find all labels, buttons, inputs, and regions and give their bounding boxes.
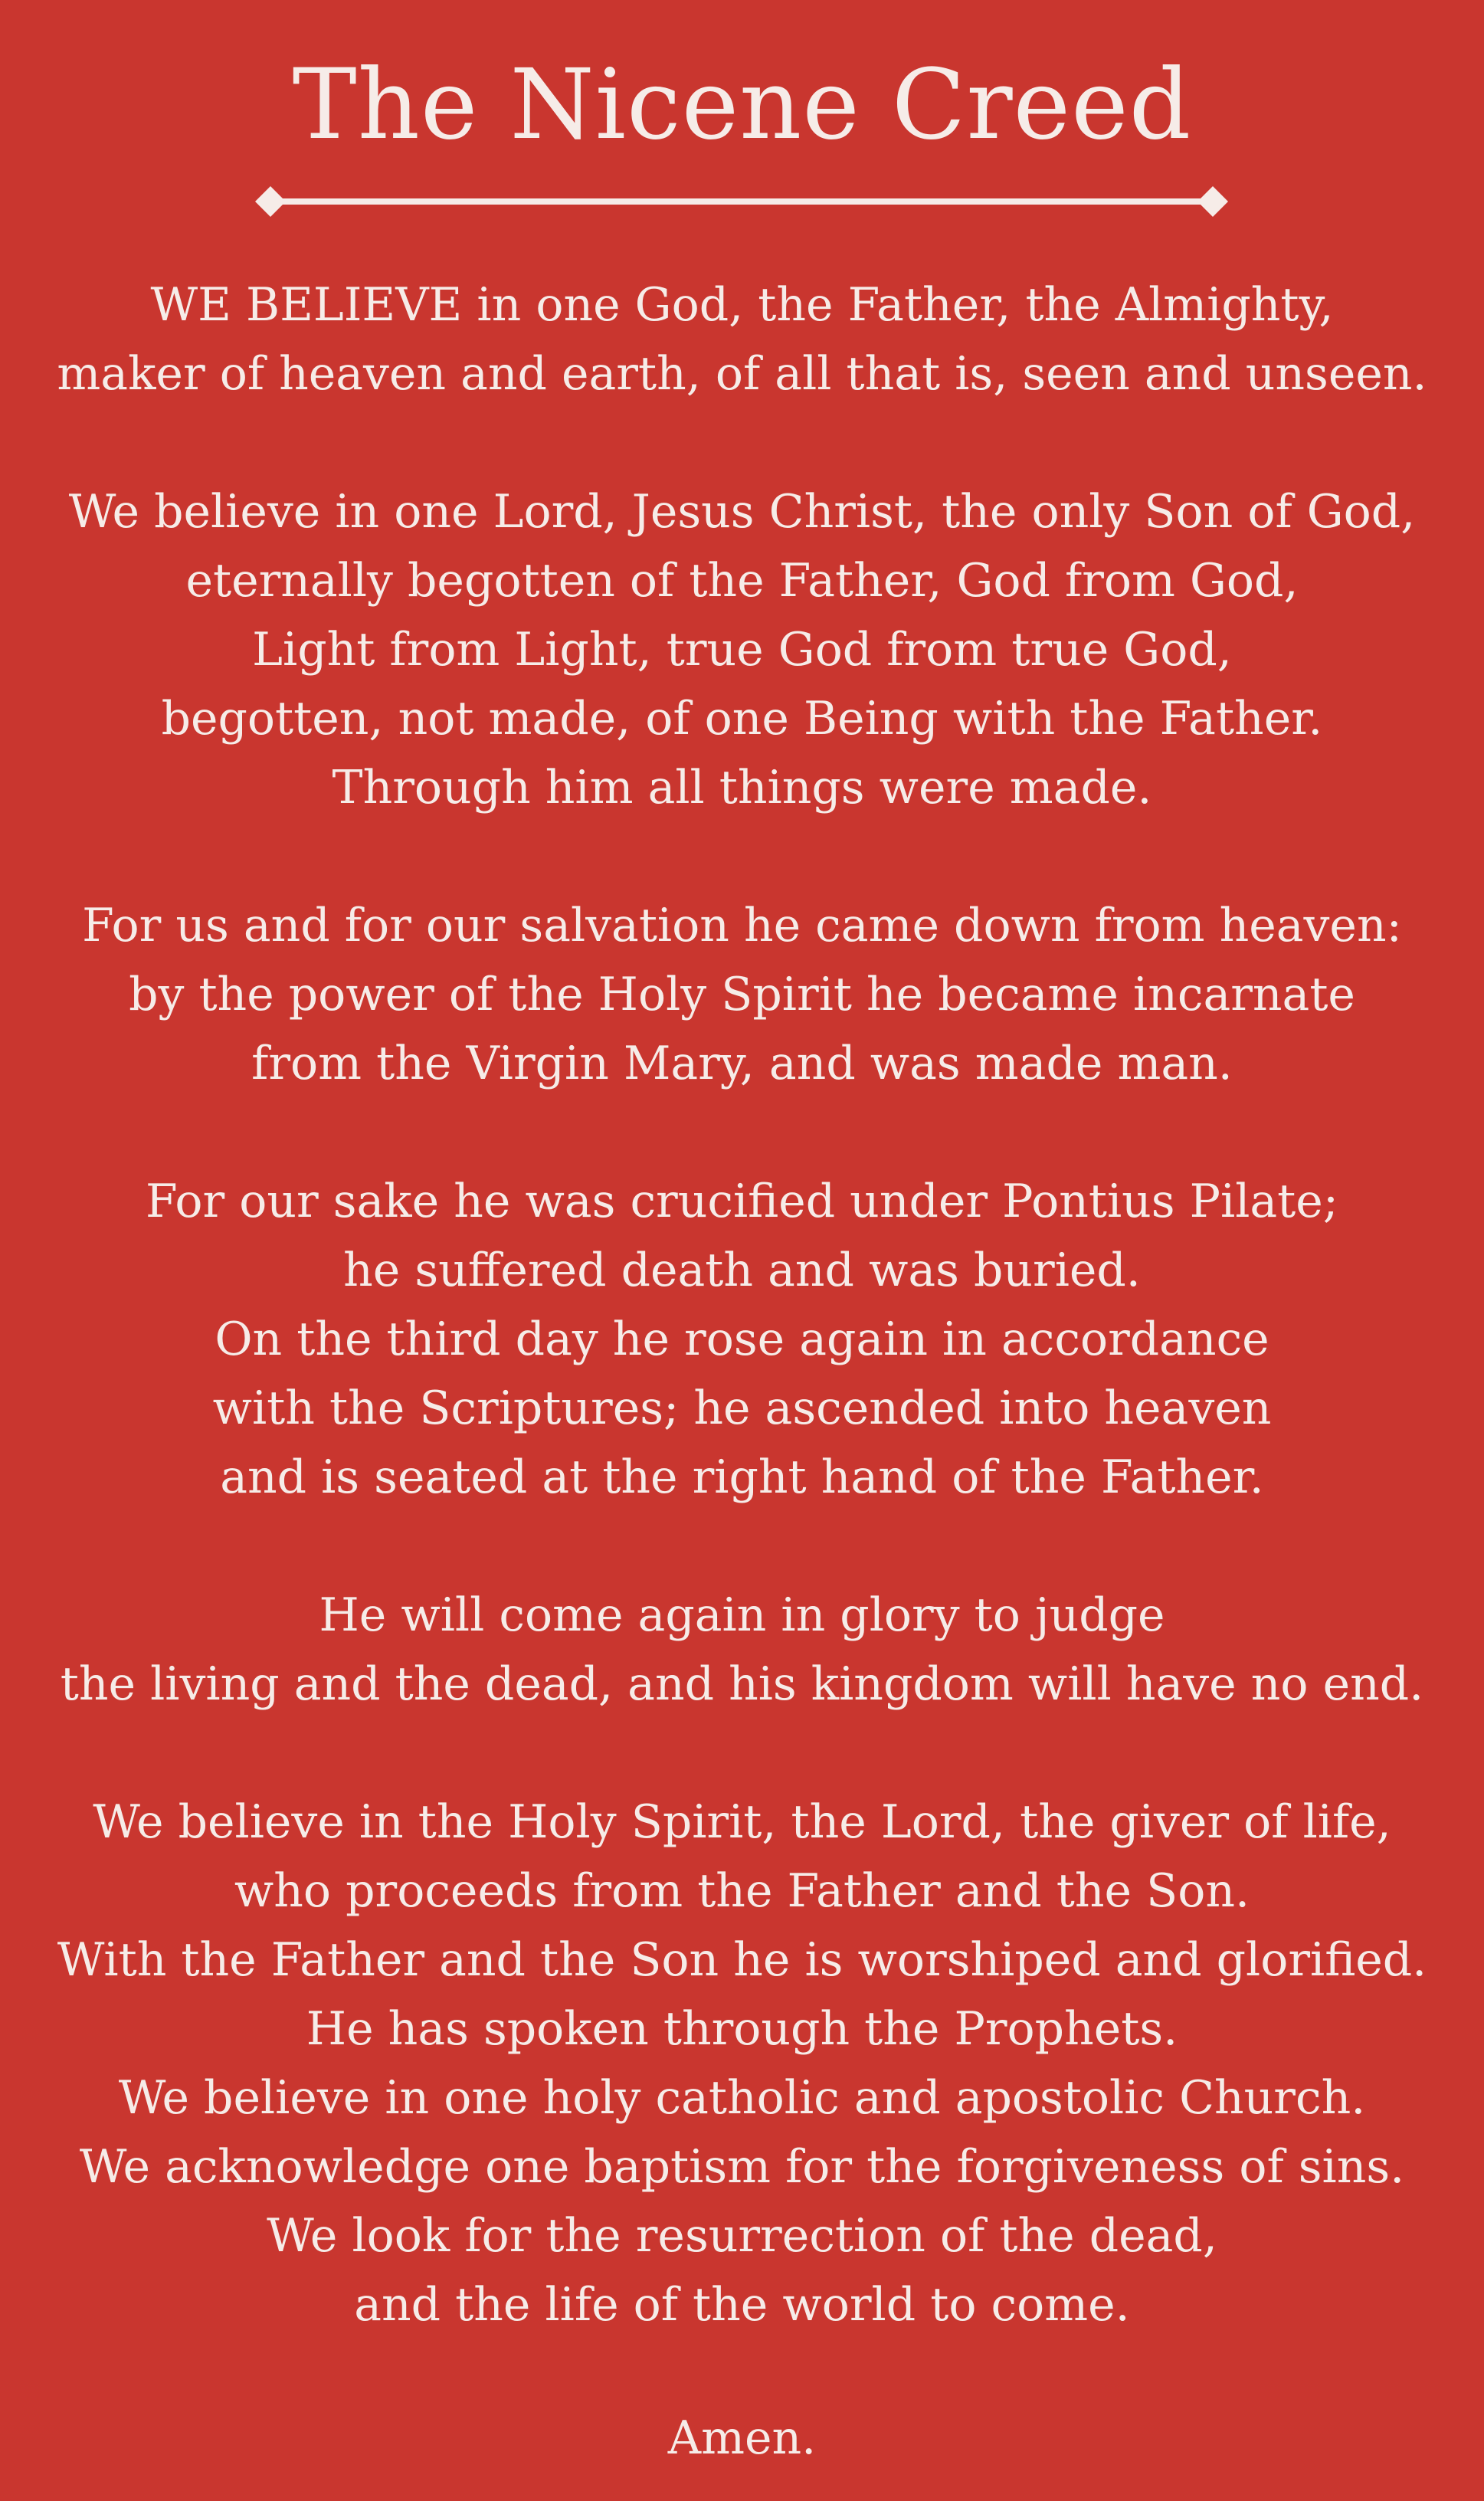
creed-line: eternally begotten of the Father, God from God, xyxy=(185,554,1299,608)
stanza-jesus-christ xyxy=(0,477,1484,822)
creed-line: He has spoken through the Prophets. xyxy=(306,2002,1178,2056)
creed-line: and is seated at the right hand of the Father. xyxy=(220,1450,1264,1504)
stanza-spacer xyxy=(0,1098,1484,1167)
stanza-judgment xyxy=(0,1581,1484,1719)
stanza-holy-spirit xyxy=(0,1788,1484,2339)
creed-line: from the Virgin Mary, and was made man. xyxy=(251,1037,1233,1090)
creed-line: He will come again in glory to judge xyxy=(319,1588,1165,1642)
creed-line: Light from Light, true God from true God, xyxy=(252,623,1232,677)
creed-line: the living and the dead, and his kingdom will have no end. xyxy=(60,1657,1424,1711)
creed-line: For our sake he was crucified under Pontius Pilate; xyxy=(145,1175,1338,1228)
creed-line: and the life of the world to come. xyxy=(354,2278,1130,2332)
stanza-incarnation xyxy=(0,891,1484,1098)
creed-line: We believe in one holy catholic and apostolic Church. xyxy=(118,2071,1366,2125)
creed-text xyxy=(0,270,1484,2339)
creed-line: On the third day he rose again in accordance xyxy=(215,1313,1269,1366)
creed-line: For us and for our salvation he came down from heaven: xyxy=(82,899,1402,952)
stanza-crucifixion xyxy=(0,1167,1484,1512)
creed-line: maker of heaven and earth, of all that is, seen and unseen. xyxy=(57,347,1427,401)
stanza-spacer xyxy=(0,1512,1484,1581)
stanza-spacer xyxy=(0,1719,1484,1788)
creed-line: We look for the resurrection of the dead, xyxy=(267,2209,1217,2263)
creed-line: We believe in the Holy Spirit, the Lord, the giver of life, xyxy=(93,1795,1391,1849)
page-title: The Nicene Creed xyxy=(292,48,1192,161)
amen-line: Amen. xyxy=(667,2411,817,2465)
creed-line: WE BELIEVE in one God, the Father, the Almighty, xyxy=(150,278,1334,332)
creed-line: We believe in one Lord, Jesus Christ, the only Son of God, xyxy=(68,485,1416,539)
creed-line: With the Father and the Son he is worshiped and glorified. xyxy=(57,1933,1427,1987)
creed-line: Through him all things were made. xyxy=(332,761,1152,815)
creed-line: with the Scriptures; he ascended into heaven xyxy=(212,1382,1272,1435)
creed-line: We acknowledge one baptism for the forgiveness of sins. xyxy=(79,2140,1405,2194)
diamond-line-ornament-icon xyxy=(255,186,1228,217)
creed-line: he suffered death and was buried. xyxy=(343,1244,1141,1297)
creed-line: who proceeds from the Father and the Son. xyxy=(234,1864,1250,1918)
creed-line: by the power of the Holy Spirit he became incarnate xyxy=(129,968,1355,1021)
stanza-spacer xyxy=(0,822,1484,891)
creed-line: begotten, not made, of one Being with the Father. xyxy=(161,692,1323,746)
stanza-one-god xyxy=(0,270,1484,408)
stanza-spacer xyxy=(0,408,1484,477)
